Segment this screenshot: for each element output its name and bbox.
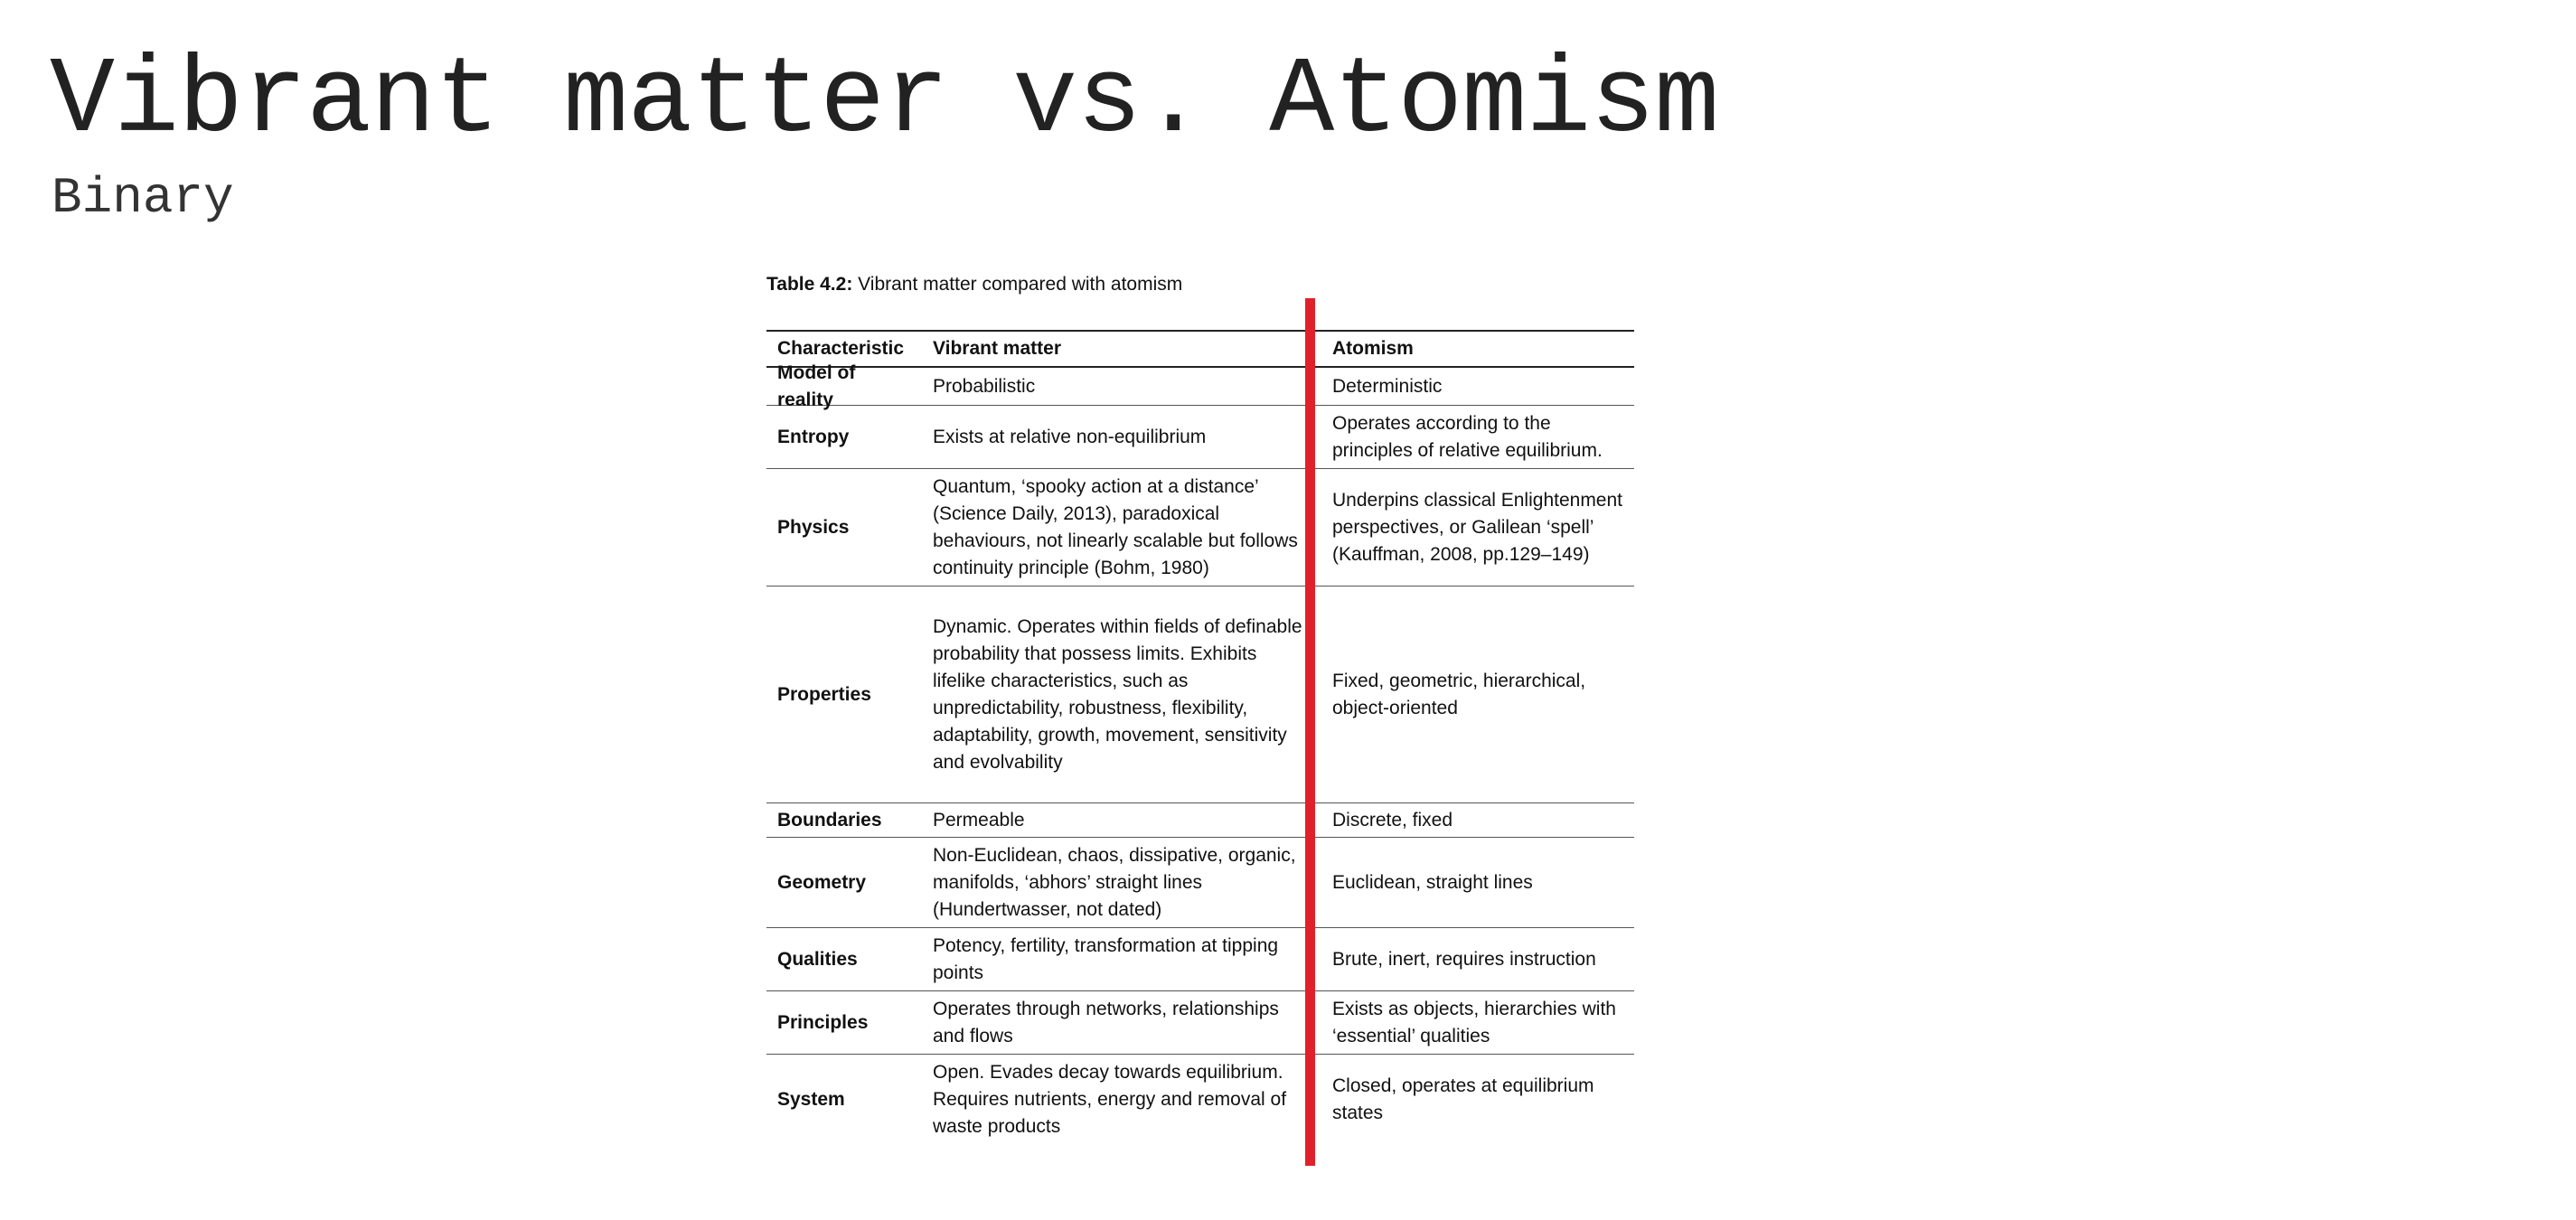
row-atomism: Exists as objects, hierarchies with ‘essential’ qualities: [1332, 998, 1616, 1046]
table-row: [766, 361, 1634, 410]
column-header-characteristic: Characteristic: [777, 338, 905, 359]
row-characteristic: Principles: [777, 1011, 869, 1033]
comparison-table: [766, 330, 1634, 1145]
row-vibrant-matter: Quantum, ‘spooky action at a distance’ (Science Daily, 2013), paradoxical behaviours, not linearly scalable but follows continuity principle (Bohm, 1980): [933, 475, 1298, 578]
column-header-atomism: Atomism: [1332, 338, 1414, 359]
table-row: [766, 1055, 1634, 1145]
row-characteristic: Qualities: [777, 948, 858, 970]
row-vibrant-matter: Exists at relative non-equilibrium: [933, 426, 1207, 447]
row-atomism: Underpins classical Enlightenment perspectives, or Galilean ‘spell’ (Kauffman, 2008, pp.129–149): [1332, 489, 1622, 565]
table-caption-text: Vibrant matter compared with atomism: [852, 274, 1183, 295]
row-vibrant-matter: Operates through networks, relationships and flows: [933, 998, 1279, 1046]
row-vibrant-matter: Potency, fertility, transformation at tipping points: [933, 934, 1279, 983]
row-vibrant-matter: Non-Euclidean, chaos, dissipative, organic, manifolds, ‘abhors’ straight lines (Hundertwasser, not dated): [933, 844, 1296, 920]
row-characteristic: Boundaries: [777, 809, 882, 831]
page-title: Vibrant matter vs. Atomism: [50, 41, 1719, 164]
row-vibrant-matter: Probabilistic: [933, 375, 1036, 397]
row-atomism: Brute, inert, requires instruction: [1332, 948, 1596, 970]
table-caption-label: Table 4.2:: [766, 274, 853, 295]
row-atomism: Deterministic: [1332, 375, 1443, 397]
row-characteristic: Properties: [777, 683, 871, 705]
table-row: [766, 803, 1634, 838]
row-atomism: Operates according to the principles of relative equilibrium.: [1332, 412, 1603, 461]
table-row: [766, 928, 1634, 991]
row-vibrant-matter: Dynamic. Operates within fields of definable probability that possess limits. Exhibits lifelike characteristics, such as unpredictability, robustness, flexibility, adaptability, growth, movement, sensitivity and evolvability: [933, 615, 1302, 773]
row-characteristic: Model of reality: [777, 361, 856, 410]
row-vibrant-matter: Open. Evades decay towards equilibrium. Requires nutrients, energy and removal of waste products: [933, 1062, 1287, 1137]
row-characteristic: System: [777, 1089, 845, 1110]
row-atomism: Closed, operates at equilibrium states: [1332, 1075, 1594, 1123]
row-atomism: Fixed, geometric, hierarchical, object-oriented: [1332, 670, 1586, 718]
row-atomism: Discrete, fixed: [1332, 809, 1453, 831]
row-characteristic: Entropy: [777, 426, 850, 447]
row-characteristic: Physics: [777, 516, 850, 538]
table-row: [766, 406, 1634, 469]
row-atomism: Euclidean, straight lines: [1332, 871, 1533, 893]
table-row: [766, 991, 1634, 1055]
table-row: [766, 587, 1634, 803]
page-subtitle: Binary: [52, 169, 234, 227]
row-characteristic: Geometry: [777, 871, 867, 893]
table-row: [766, 469, 1634, 587]
row-vibrant-matter: Permeable: [933, 809, 1025, 831]
table-caption: [766, 271, 1182, 298]
table-row: [766, 838, 1634, 928]
red-divider-line: [1305, 298, 1315, 1166]
column-header-vibrant-matter: Vibrant matter: [933, 338, 1061, 359]
